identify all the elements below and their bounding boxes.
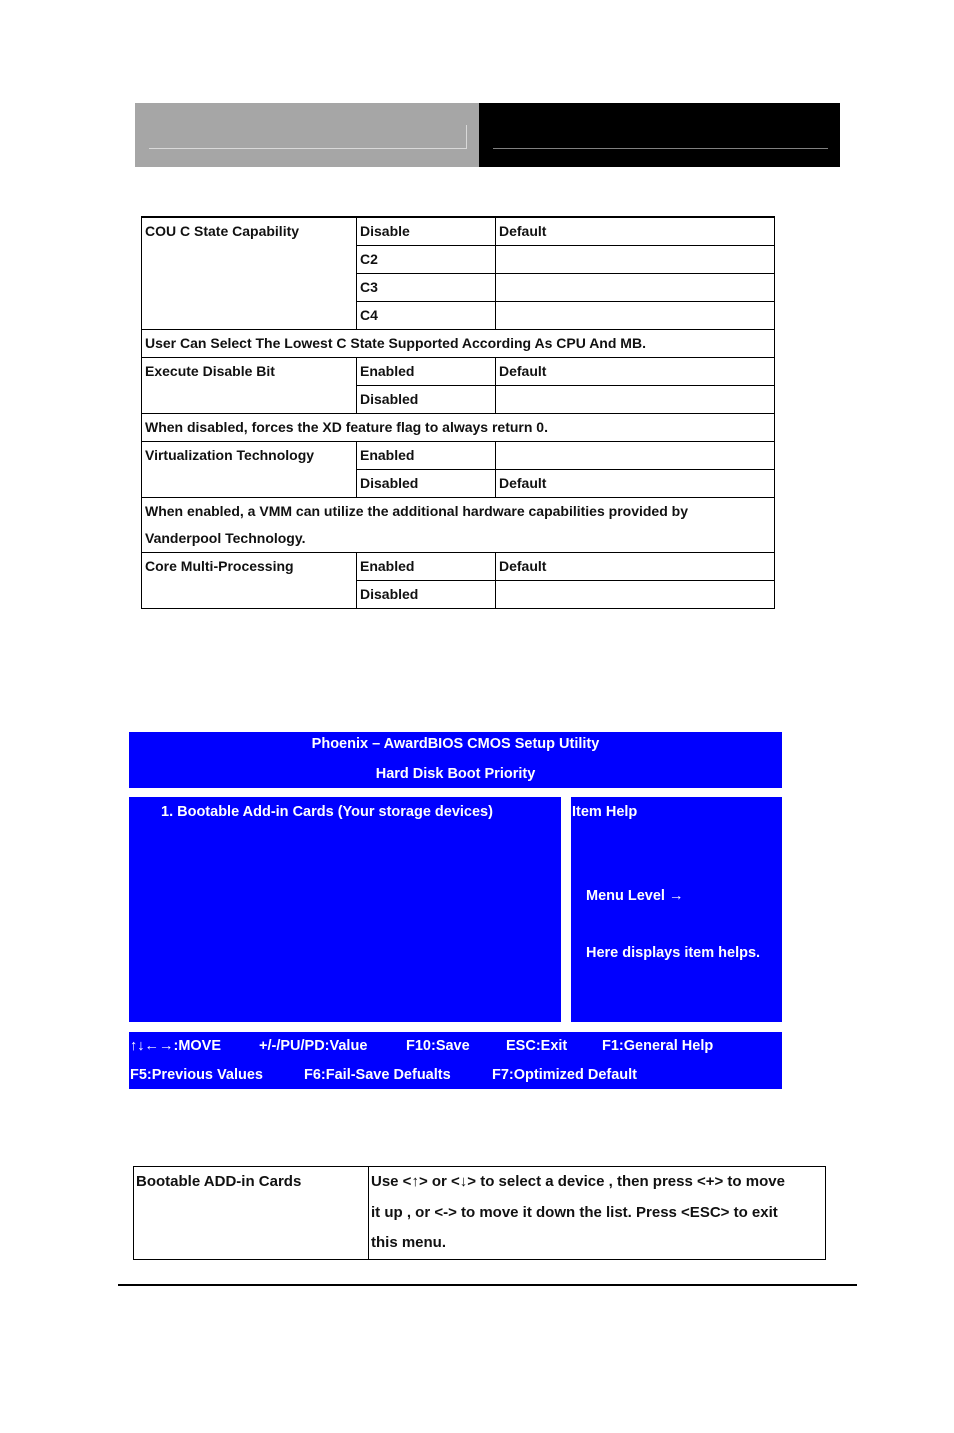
option-note: [496, 386, 775, 414]
key-optimized-default: F7:Optimized Default: [492, 1067, 638, 1083]
help-item-description: [369, 1167, 826, 1260]
description-line: When enabled, a VMM can utilize the additional hardware capabilities provided by: [145, 503, 688, 519]
option-value: Enabled: [357, 442, 496, 470]
option-note: [496, 302, 775, 330]
setting-name-cmp: Core Multi-Processing: [142, 553, 357, 609]
option-note: [496, 581, 775, 609]
table-row: [142, 414, 775, 442]
bios-title-bar: [129, 732, 782, 788]
bios-item-help-panel: [571, 797, 782, 1022]
description-line: Use <↑> or <↓> to select a device , then press <+> to move: [371, 1173, 785, 1190]
key-move: ↑↓←→:MOVE: [130, 1038, 222, 1054]
header-banner-right: [479, 103, 840, 167]
key-value: +/-/PU/PD:Value: [259, 1038, 368, 1054]
option-note: [496, 274, 775, 302]
setting-description: User Can Select The Lowest C State Supported According As CPU And MB.: [142, 330, 775, 358]
option-note: [496, 246, 775, 274]
item-help-heading: Item Help: [572, 804, 638, 820]
help-table: [133, 1166, 826, 1260]
menu-level-label: Menu Level →: [586, 888, 684, 904]
table-row: [142, 442, 775, 470]
setting-description: When disabled, forces the XD feature flag to always return 0.: [142, 414, 775, 442]
setting-name-xd: Execute Disable Bit: [142, 358, 357, 414]
option-note: [496, 442, 775, 470]
description-line: it up , or <-> to move it down the list. Press <ESC> to exit: [371, 1203, 778, 1221]
settings-table: [141, 216, 775, 609]
table-row: [142, 498, 775, 553]
setting-name-cstate: COU C State Capability: [142, 218, 357, 330]
description-line: Vanderpool Technology.: [145, 530, 306, 546]
option-note: Default: [496, 358, 775, 386]
setting-description: [142, 498, 775, 553]
option-note: Default: [496, 553, 775, 581]
bios-boot-list-panel: [129, 797, 561, 1022]
option-note: Default: [496, 218, 775, 246]
boot-item-bootable-addin-cards[interactable]: 1. Bootable Add-in Cards (Your storage devices): [161, 804, 493, 820]
option-value: Enabled: [357, 358, 496, 386]
header-right-rule: [493, 148, 828, 149]
description-line: this menu.: [371, 1234, 447, 1251]
footer-rule: [118, 1284, 857, 1286]
option-value: C3: [357, 274, 496, 302]
bios-key-legend: [129, 1032, 782, 1089]
table-row: [142, 553, 775, 581]
help-item-name: Bootable ADD-in Cards: [134, 1167, 369, 1260]
option-value: C4: [357, 302, 496, 330]
key-save: F10:Save: [406, 1038, 470, 1054]
table-row: [142, 358, 775, 386]
arrow-keys-icon: ↑↓←→: [130, 1038, 174, 1054]
option-value: C2: [357, 246, 496, 274]
header-left-tick: [466, 125, 467, 149]
option-value: Disable: [357, 218, 496, 246]
table-row: [142, 330, 775, 358]
item-help-text: Here displays item helps.: [586, 945, 761, 961]
header-left-rule: [149, 148, 467, 149]
bios-title: Phoenix – AwardBIOS CMOS Setup Utility: [311, 736, 600, 752]
key-exit: ESC:Exit: [506, 1038, 568, 1054]
key-fail-save-defaults: F6:Fail-Save Defualts: [304, 1067, 451, 1083]
option-note: Default: [496, 470, 775, 498]
bios-subtitle: Hard Disk Boot Priority: [375, 766, 536, 782]
key-general-help: F1:General Help: [602, 1038, 714, 1054]
table-row: [142, 218, 775, 246]
option-value: Enabled: [357, 553, 496, 581]
option-value: Disabled: [357, 581, 496, 609]
key-previous-values: F5:Previous Values: [130, 1067, 263, 1083]
table-row: [134, 1167, 826, 1260]
option-value: Disabled: [357, 470, 496, 498]
option-value: Disabled: [357, 386, 496, 414]
setting-name-vt: Virtualization Technology: [142, 442, 357, 498]
header-banner-left: [135, 103, 479, 167]
